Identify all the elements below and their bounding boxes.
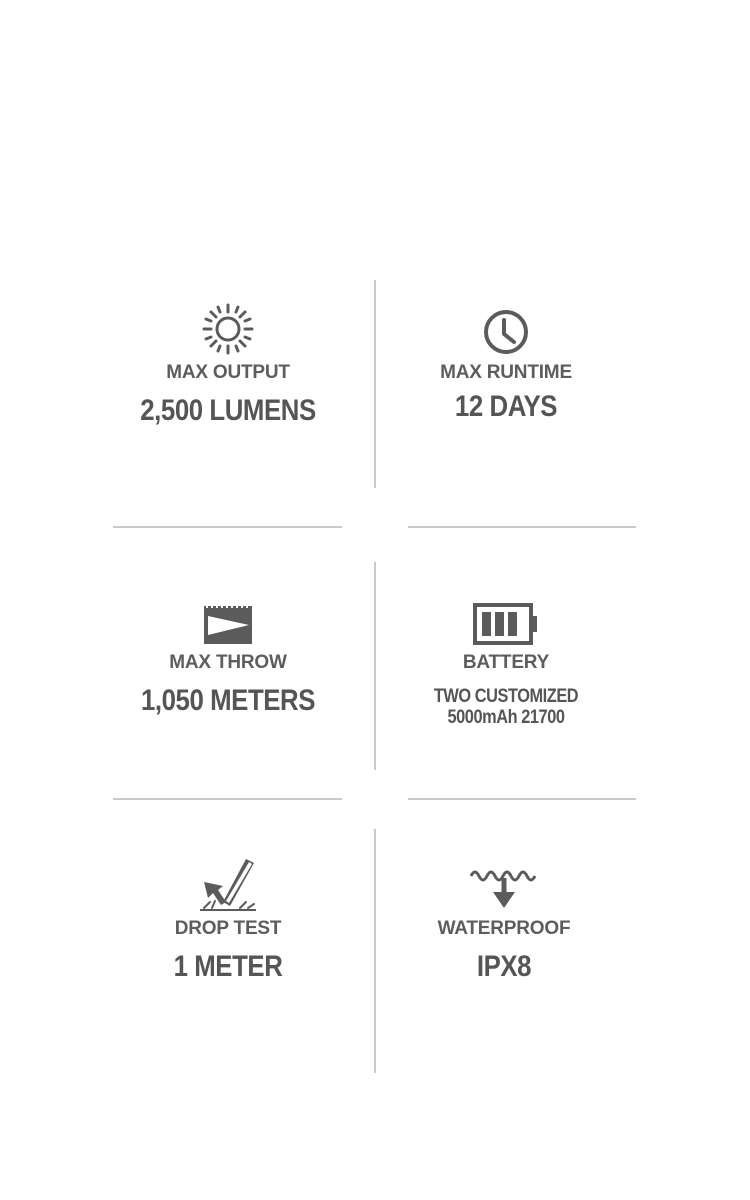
spec-waterproof [374,856,634,984]
spec-label: BATTERY [462,652,550,673]
spec-value: 12 DAYS [454,390,558,423]
battery-icon [376,590,636,646]
spec-value [394,686,618,728]
clock-icon [376,300,636,356]
horizontal-divider-left-1 [113,526,342,528]
spec-value: 2,500 LUMENS [140,394,316,427]
sun-icon [98,300,358,356]
spec-drop-test [98,856,358,984]
horizontal-divider-right-2 [408,798,636,800]
spec-max-output [98,300,358,428]
horizontal-divider-right-1 [408,526,636,528]
waterproof-icon [374,856,634,912]
spec-value: 1 METER [173,950,283,983]
horizontal-divider-left-2 [113,798,342,800]
spec-value: IPX8 [476,950,532,983]
spec-label: MAX THROW [169,652,287,673]
spec-value: 1,050 METERS [140,684,316,717]
drop-test-icon [98,856,358,912]
spec-label: WATERPROOF [437,918,571,939]
beam-throw-icon [98,590,358,646]
spec-value-line-1: TWO CUSTOMIZED [433,686,579,707]
spec-value-line-2: 5000mAh 21700 [447,707,565,728]
spec-max-throw [98,590,358,718]
spec-label: MAX RUNTIME [440,362,572,383]
spec-battery [376,590,636,728]
spec-max-runtime [376,300,636,424]
spec-label: DROP TEST [174,918,282,939]
spec-label: MAX OUTPUT [166,362,290,383]
